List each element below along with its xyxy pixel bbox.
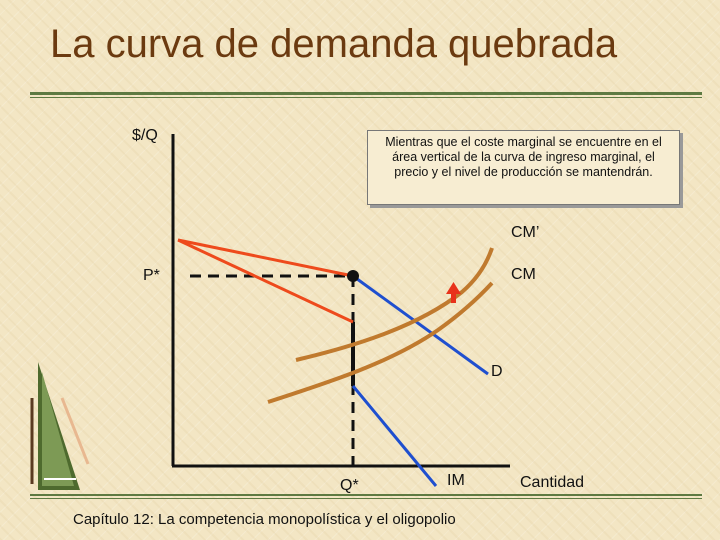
demand-lower-segment	[353, 276, 488, 374]
explanation-note: Mientras que el coste marginal se encuentre en el área vertical de la curva de ingreso marginal, el precio y el nivel de producción se mantendrán.	[367, 130, 680, 205]
mc-curve	[268, 283, 492, 402]
y-axis-label: $/Q	[132, 127, 158, 144]
x-axis-label: Cantidad	[520, 474, 585, 491]
footer-rule	[30, 494, 702, 496]
mc-shifted-label: CM’	[511, 224, 540, 241]
kink-point	[347, 270, 359, 282]
quantity-label: Q*	[340, 477, 359, 494]
mr-label: IM	[447, 472, 465, 489]
mc-label: CM	[511, 266, 536, 283]
mr-lower-segment	[353, 386, 436, 486]
slide-title: La curva de demanda quebrada	[50, 22, 618, 66]
corner-ornament	[32, 362, 88, 490]
price-label: P*	[143, 267, 160, 284]
slide-footer: Capítulo 12: La competencia monopolística y el oligopolio	[73, 511, 456, 528]
footer-rule-thin	[30, 498, 702, 499]
demand-upper-segment	[178, 240, 353, 276]
demand-label: D	[491, 363, 503, 380]
mr-upper-segment	[178, 240, 353, 322]
